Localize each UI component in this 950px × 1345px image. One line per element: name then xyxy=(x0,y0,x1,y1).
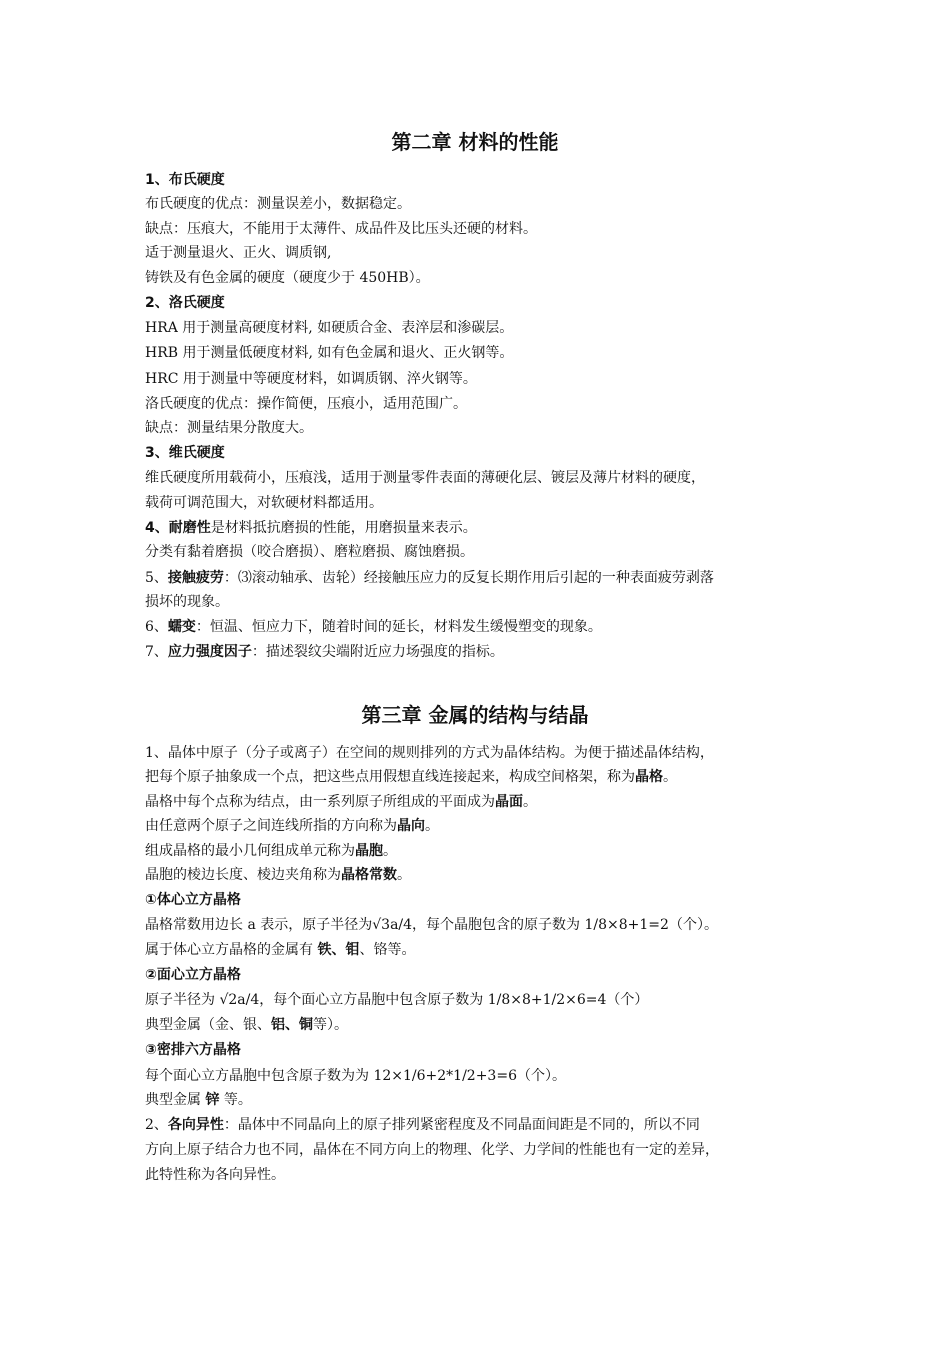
anisotropy-line-2: 方向上原子结合力也不同，晶体在不同方向上的物理、化学、力学间的性能也有一定的差异， xyxy=(145,1142,719,1158)
rockwell-hrc: HRC 用于测量中等硬度材料，如调质钢、淬火钢等。 xyxy=(145,371,477,387)
item-number: 7、 xyxy=(145,644,168,660)
vickers-heading: 3、维氏硬度 xyxy=(145,445,225,461)
hcp-metals-line xyxy=(145,1090,825,1110)
punctuation: 。 xyxy=(397,867,411,883)
punctuation: 。 xyxy=(425,818,439,834)
lattice-constant-line xyxy=(145,865,825,885)
creep-definition: ：恒温、恒应力下，随着时间的延长，材料发生缓慢塑变的现象。 xyxy=(195,619,602,635)
lattice-constant-definition: 晶胞的棱边长度、棱边夹角称为 xyxy=(145,867,341,883)
anisotropy-line-1 xyxy=(145,1115,825,1135)
fcc-heading: ②面心立方晶格 xyxy=(145,967,241,983)
crystal-plane-line xyxy=(145,792,825,812)
rockwell-hra: HRA 用于测量高硬度材料, 如硬质合金、表淬层和渗碳层。 xyxy=(145,320,514,336)
bcc-heading: ①体心立方晶格 xyxy=(145,892,241,908)
brinell-disadvantage: 缺点：压痕大，不能用于太薄件、成品件及比压头还硬的材料。 xyxy=(145,221,537,237)
unit-cell-definition: 组成晶格的最小几何组成单元称为 xyxy=(145,843,355,859)
unit-cell-line xyxy=(145,841,825,861)
crystal-structure-text-1: 1、晶体中原子（分子或离子）在空间的规则排列的方式为晶体结构。为便于描述晶体结构， xyxy=(145,745,714,761)
hcp-text-1: 每个面心立方晶胞中包含原子数为为 12×1/6+2*1/2+3=6（个）。 xyxy=(145,1068,566,1084)
fcc-metals-bold: 铝、铜 xyxy=(271,1017,313,1033)
item-number: 6、 xyxy=(145,619,168,635)
fcc-text-1: 原子半径为 √2a/4，每个面心立方晶胞中包含原子数为 1/8×8+1/2×6=4（个） xyxy=(145,992,649,1008)
brinell-advantage: 布氏硬度的优点：测量误差小，数据稳定。 xyxy=(145,196,411,212)
bcc-metals-bold: 铁、钼 xyxy=(317,942,360,958)
lattice-definition: 把每个原子抽象成一个点，把这些点用假想直线连接起来，构成空间格架，称为 xyxy=(145,769,635,785)
term-anisotropy: 各向异性 xyxy=(167,1117,224,1133)
term-stress-intensity-factor: 应力强度因子 xyxy=(167,644,252,660)
crystal-plane-definition: 晶格中每个点称为结点，由一系列原子所组成的平面成为 xyxy=(145,794,495,810)
contact-fatigue-definition-cont: 损坏的现象。 xyxy=(145,594,229,610)
term-wear-resistance: 耐磨性 xyxy=(168,520,211,536)
vickers-text-1: 维氏硬度所用载荷小，压痕浅，适用于测量零件表面的薄硬化层、镀层及薄片材料的硬度， xyxy=(145,470,705,486)
term-creep: 蠕变 xyxy=(167,619,196,635)
term-unit-cell: 晶胞 xyxy=(355,843,383,859)
bcc-text-1: 晶格常数用边长 a 表示，原子半径为√3a/4，每个晶胞包含的原子数为 1/8×8+1=2（个）。 xyxy=(145,917,718,933)
term-contact-fatigue: 接触疲劳 xyxy=(167,570,224,586)
bcc-metals-intro: 属于体心立方晶格的金属有 xyxy=(145,942,318,958)
term-crystal-plane: 晶面 xyxy=(495,794,523,810)
fcc-metals-intro: 典型金属（金、银、 xyxy=(145,1017,271,1033)
rockwell-heading: 2、洛氏硬度 xyxy=(145,295,225,311)
punctuation: 。 xyxy=(383,843,397,859)
stress-intensity-definition: ：描述裂纹尖端附近应力场强度的指标。 xyxy=(251,644,504,660)
stress-intensity-item xyxy=(145,642,825,662)
creep-item xyxy=(145,617,825,637)
wear-types: 分类有黏着磨损（咬合磨损）、磨粒磨损、腐蚀磨损。 xyxy=(145,544,474,560)
brinell-usage-2: 铸铁及有色金属的硬度（硬度少于 450HB）。 xyxy=(145,270,430,286)
term-lattice-constant: 晶格常数 xyxy=(341,867,397,883)
hcp-metals-bold: 锌 xyxy=(205,1092,220,1108)
contact-fatigue-definition: ：⑶滚动轴承、齿轮）经接触压应力的反复长期作用后引起的一种表面疲劳剥落 xyxy=(223,570,714,586)
term-lattice: 晶格 xyxy=(635,769,663,785)
anisotropy-definition: ：晶体中不同晶向上的原子排列紧密程度及不同晶面间距是不同的，所以不同 xyxy=(223,1117,700,1133)
rockwell-disadvantage: 缺点：测量结果分散度大。 xyxy=(145,420,313,436)
rockwell-hrb: HRB 用于测量低硬度材料, 如有色金属和退火、正火钢等。 xyxy=(145,345,514,361)
fcc-metals-end: 等）。 xyxy=(313,1017,348,1033)
anisotropy-line-3: 此特性称为各向异性。 xyxy=(145,1167,285,1183)
term-crystal-direction: 晶向 xyxy=(397,818,425,834)
hcp-metals-end: 等。 xyxy=(219,1092,252,1108)
bcc-metals-line xyxy=(145,940,825,960)
punctuation: 。 xyxy=(663,769,677,785)
hcp-metals-intro: 典型金属 xyxy=(145,1092,206,1108)
item-number: 2、 xyxy=(145,1117,168,1133)
bcc-metals-end: 、铬等。 xyxy=(359,942,416,958)
contact-fatigue-item xyxy=(145,568,825,588)
fcc-metals-line xyxy=(145,1015,825,1035)
crystal-structure-text-2 xyxy=(145,767,825,787)
hcp-heading: ③密排六方晶格 xyxy=(145,1042,241,1058)
chapter2-title: 第二章 材料的性能 xyxy=(391,130,559,154)
item-number: 5、 xyxy=(145,570,168,586)
crystal-direction-line xyxy=(145,816,825,836)
crystal-direction-definition: 由任意两个原子之间连线所指的方向称为 xyxy=(145,818,397,834)
brinell-heading: 1、布氏硬度 xyxy=(145,172,225,188)
wear-resistance-definition: 是材料抵抗磨损的性能，用磨损量来表示。 xyxy=(210,520,477,536)
wear-resistance-item xyxy=(145,518,825,538)
brinell-usage-1: 适于测量退火、正火、调质钢, xyxy=(145,245,332,261)
punctuation: 。 xyxy=(523,794,537,810)
vickers-text-2: 载荷可调范围大，对软硬材料都适用。 xyxy=(145,495,383,511)
chapter3-title: 第三章 金属的结构与结晶 xyxy=(361,703,589,727)
item-number: 4、 xyxy=(145,520,169,536)
rockwell-advantage: 洛氏硬度的优点：操作简便，压痕小，适用范围广。 xyxy=(145,396,467,412)
